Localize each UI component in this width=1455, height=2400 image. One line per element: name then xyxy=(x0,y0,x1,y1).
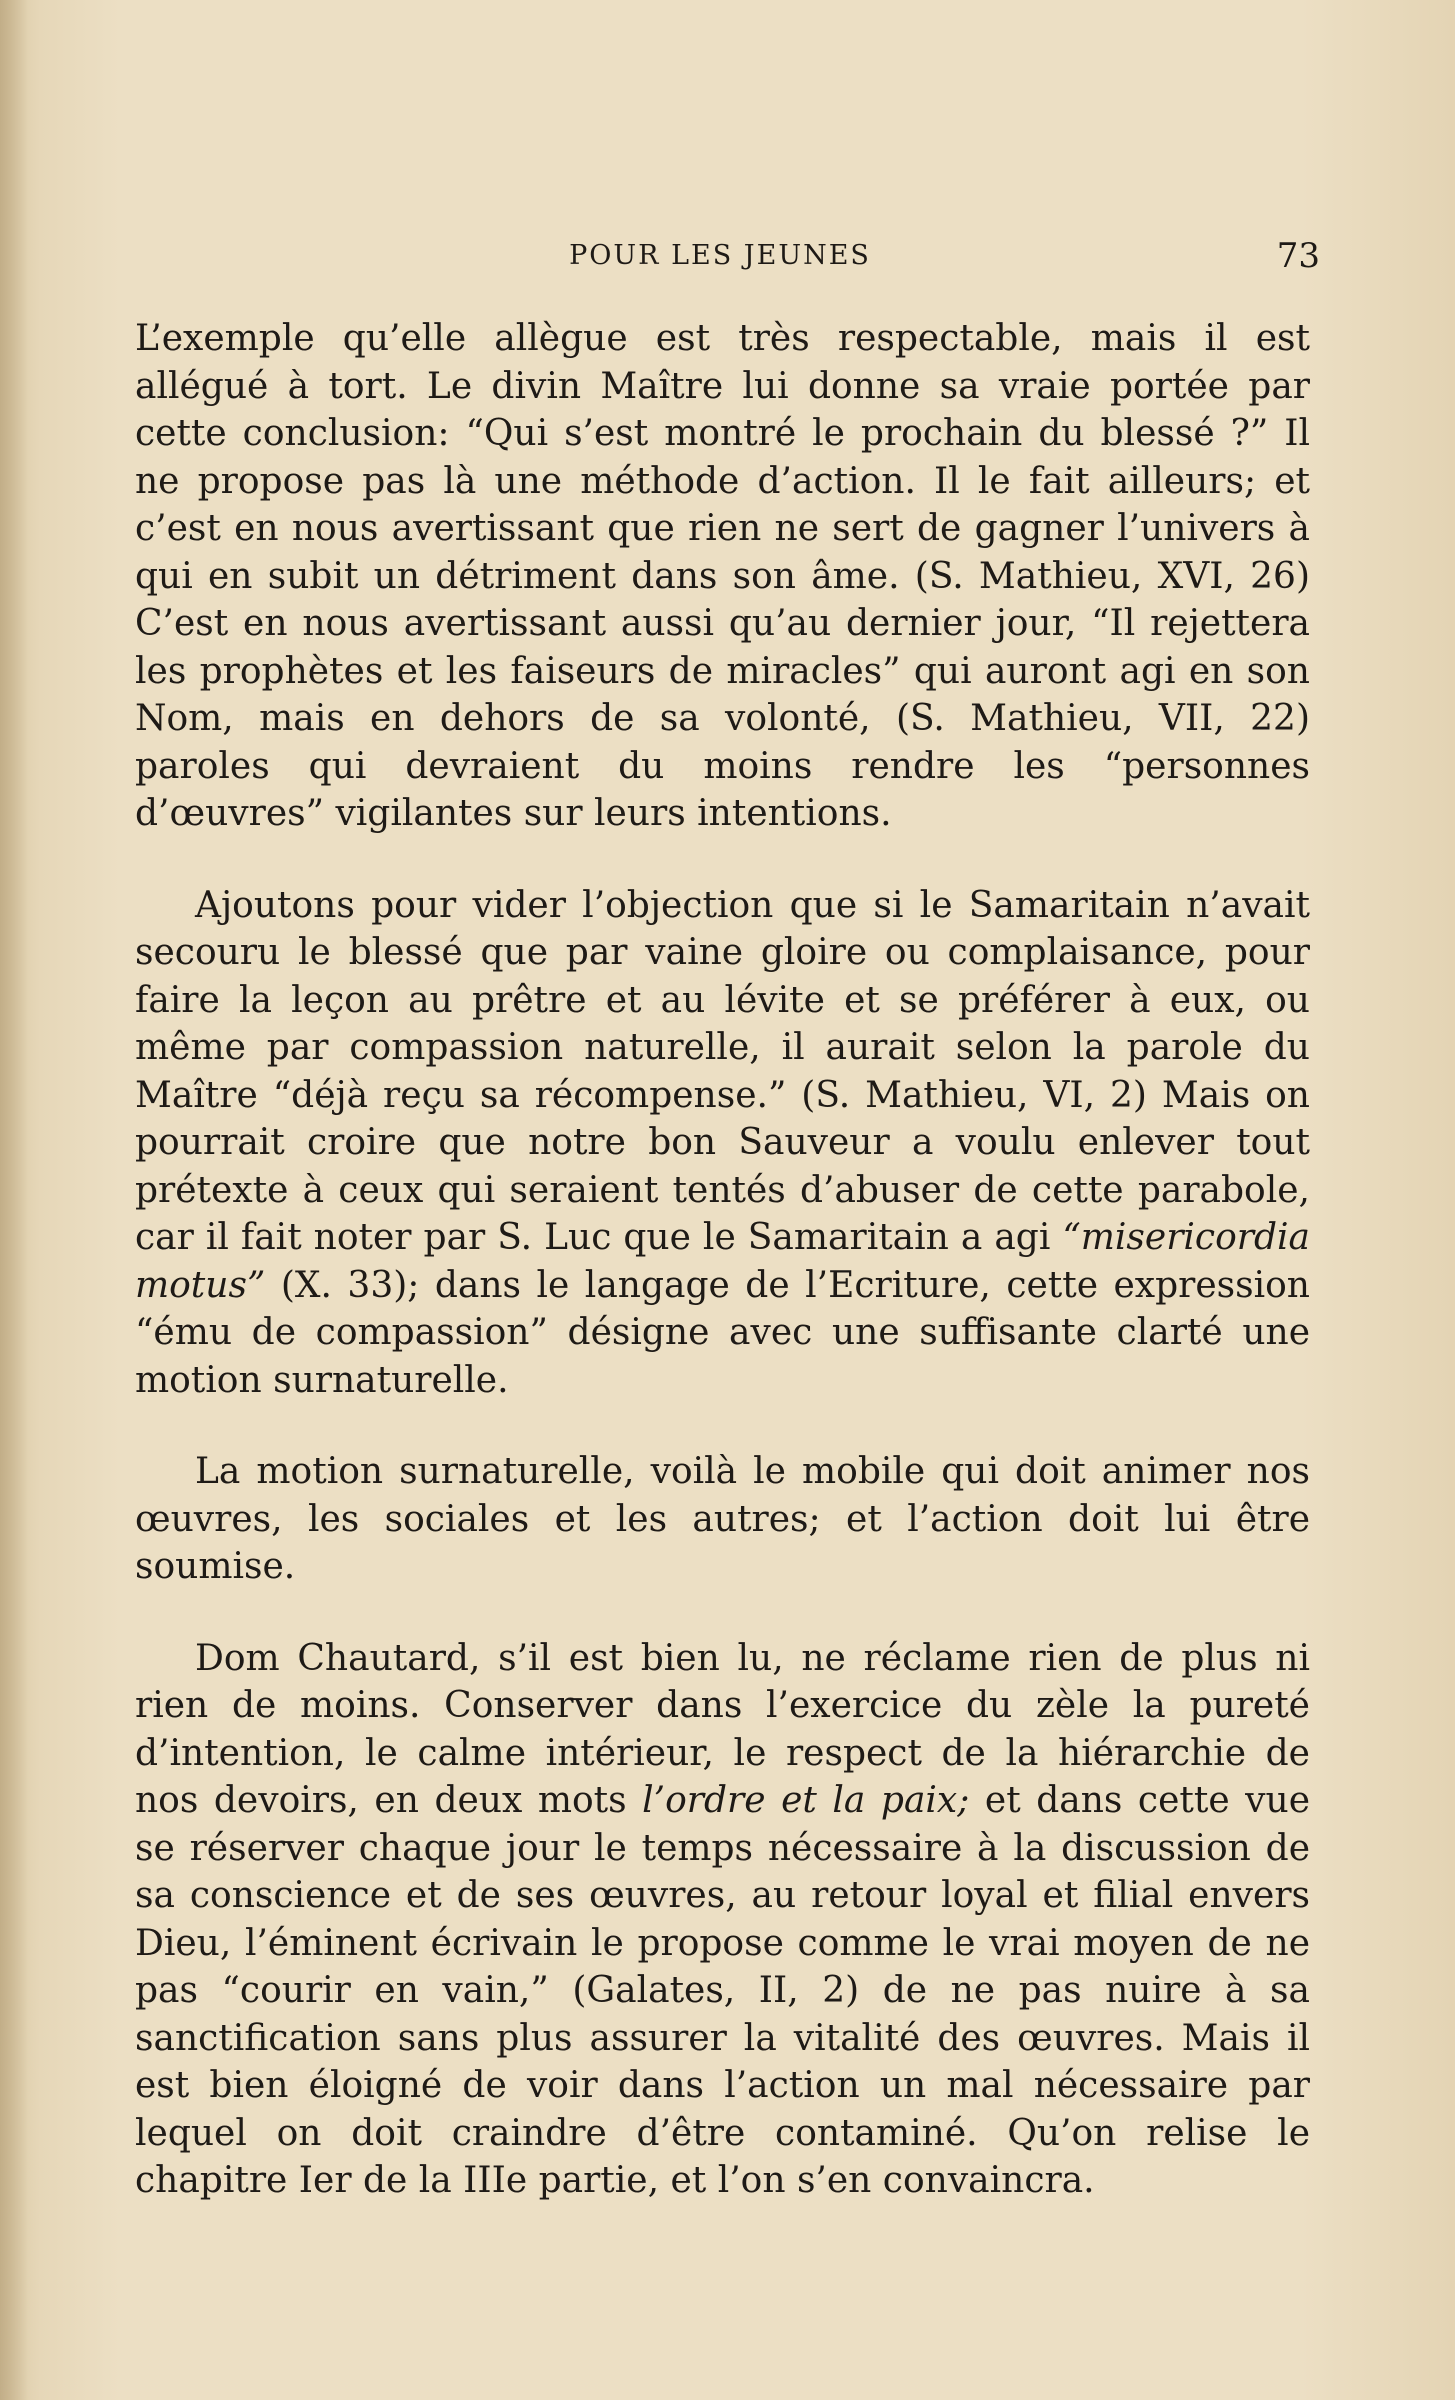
paragraph-2 xyxy=(135,882,1310,1405)
running-head xyxy=(120,232,1320,282)
paragraph-4-text-a: Dom Chautard, s’il est bien lu, ne réclame rien de plus ni rien de moins. Conserver dans l’exercice du zèle la pureté d’intention, le calme intérieur, le respect de la hiérarchie de nos devoirs, en deux mots xyxy=(135,1637,1310,1821)
paragraph-4-italic: l’ordre et la paix; xyxy=(642,1780,970,1821)
paragraph-4 xyxy=(135,1635,1310,2205)
paragraph-2-text-a: Ajoutons pour vider l’objection que si le Samaritain n’avait secouru le blessé que par vaine gloire ou complaisance, pour faire la leçon au prêtre et au lévite et se préférer à eux, ou même par compassion naturelle, il aurait selon la parole du Maître “déjà reçu sa récompense.” (S. Mathieu, VI, 2) Mais on pourrait croire que notre bon Sauveur a voulu enlever tout prétexte à ceux qui seraient tentés d’abuser de cette parabole, car il fait noter par S. Luc que le Samaritain a agi xyxy=(135,884,1310,1258)
paragraph-4-text-b: et dans cette vue se réserver chaque jour le temps nécessaire à la discussion de sa conscience et de ses œuvres, au retour loyal et filial envers Dieu, l’éminent écrivain le propose comme le vrai moyen de ne pas “courir en vain,” (Galates, II, 2) de ne pas nuire à sa sanctification sans plus assurer la vitalité des œuvres. Mais il est bien éloigné de voir dans l’action un mal nécessaire par lequel on doit craindre d’être contaminé. Qu’on relise le chapitre Ier de la IIIe partie, et l’on s’en convaincra. xyxy=(135,1780,1310,2201)
paragraph-1: L’exemple qu’elle allègue est très respectable, mais il est allégué à tort. Le divin Maître lui donne sa vraie portée par cette conclusion: “Qui s’est montré le prochain du blessé ?” Il ne propose pas là une méthode d’action. Il le fait ailleurs; et c’est en nous avertissant que rien ne sert de gagner l’univers à qui en subit un détriment dans son âme. (S. Mathieu, XVI, 26) C’est en nous avertissant aussi qu’au dernier jour, “Il rejettera les prophètes et les faiseurs de miracles” qui auront agi en son Nom, mais en dehors de sa volonté, (S. Mathieu, VII, 22) paroles qui devraient du moins rendre les “personnes d’œuvres” vigilantes sur leurs intentions. xyxy=(135,318,1310,834)
spine-shadow xyxy=(0,0,28,2400)
running-title: POUR LES JEUNES xyxy=(569,240,871,271)
page-number: 73 xyxy=(1276,236,1320,276)
paragraph-2-text-b: (X. 33); dans le langage de l’Ecriture, cette expression “ému de compassion” désigne avec une suffisante clarté une motion surnaturelle. xyxy=(135,1264,1310,1401)
body-text xyxy=(135,315,1310,2249)
paragraph-3: La motion surnaturelle, voilà le mobile qui doit animer nos œuvres, les sociales et les autres; et l’action doit lui être soumise. xyxy=(135,1451,1310,1587)
paragraph-2-italic: “misericordia motus” xyxy=(135,1217,1310,1306)
